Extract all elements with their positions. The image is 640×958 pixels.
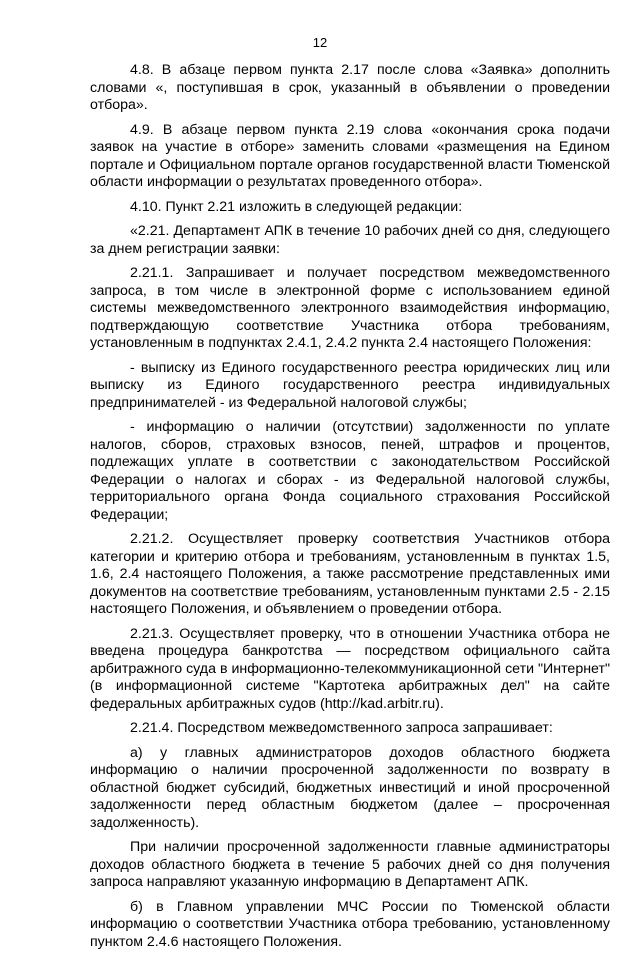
paragraph-2-21-3: 2.21.3. Осуществляет проверку, что в отношении Участника отбора не введена процедура банкротства — посредством официального сайта арбитражного суда в информационно-телекоммуникационной сети "Интернет" (в информационной системе "Картотека арбитражных дел" на сайте федеральных арбитражных судов (http://kad.arbitr.ru). (90, 625, 610, 712)
paragraph-4-8: 4.8. В абзаце первом пункта 2.17 после слова «Заявка» дополнить словами «, поступившая в срок, указанный в объявлении о проведении отбора». (90, 62, 610, 113)
paragraph-2-21: «2.21. Департамент АПК в течение 10 рабочих дней со дня, следующего за днем регистрации заявки: (90, 223, 610, 257)
paragraph-4-9: 4.9. В абзаце первом пункта 2.19 слова «окончания срока подачи заявок на участие в отборе» заменить словами «размещения на Едином портале и Официальном портале органов государственной власти Тюменской области информации о результатах проведенного отбора». (90, 121, 610, 190)
document-body (90, 62, 610, 958)
paragraph-overdue-debt: При наличии просроченной задолженности главные администраторы доходов областного бюджета в течение 5 рабочих дней со дня получения запроса направляют указанную информацию в Департамент АПК. (90, 839, 610, 890)
paragraph-4-10: 4.10. Пункт 2.21 изложить в следующей редакции: (130, 198, 463, 215)
paragraph-2-21-2: 2.21.2. Осуществляет проверку соответствия Участников отбора категории и критерию отбора и требованиям, установленным в пунктах 1.5, 1.6, 2.4 настоящего Положения, а также рассмотрение представленных ими документов на соответствие требованиям, установленным пунктами 2.5 - 2.15 настоящего Положения, и объявлением о проведении отбора. (90, 531, 610, 617)
list-item-tax-debt-info: - информацию о наличии (отсутствии) задолженности по уплате налогов, сборов, страховых взносов, пеней, штрафов и процентов, подлежащих уплате в соответствии с законодательством Российской Федерации о налогах и сборах - из Федеральной налоговой службы, территориального органа Фонда социального страхования Российской Федерации; (90, 419, 610, 523)
page-number: 12 (312, 35, 328, 50)
paragraph-sub-a: а) у главных администраторов доходов областного бюджета информацию о наличии просроченной задолженности по возврату в областной бюджет субсидий, бюджетных инвестиций и иной просроченной задолженности перед областным бюджетом (далее – просроченная задолженность). (90, 744, 610, 831)
paragraph-2-21-1: 2.21.1. Запрашивает и получает посредством межведомственного запроса, в том числе в электронной форме с использованием единой системы межведомственного электронного взаимодействия информацию, подтверждающую соответствие Участника отбора требованиям, установленным в подпунктах 2.4.1, 2.4.2 пункта 2.4 настоящего Положения: (90, 265, 610, 351)
paragraph-sub-b: б) в Главном управлении МЧС России по Тюменской области информацию о соответствии Участника отбора требованию, установленному пунктом 2.4.6 настоящего Положения. (90, 898, 610, 950)
list-item-egrul-extract: - выписку из Единого государственного реестра юридических лиц или выписку из Единого государственного реестра индивидуальных предпринимателей - из Федеральной налоговой службы; (90, 359, 610, 411)
paragraph-2-21-4: 2.21.4. Посредством межведомственного запроса запрашивает: (130, 720, 553, 736)
